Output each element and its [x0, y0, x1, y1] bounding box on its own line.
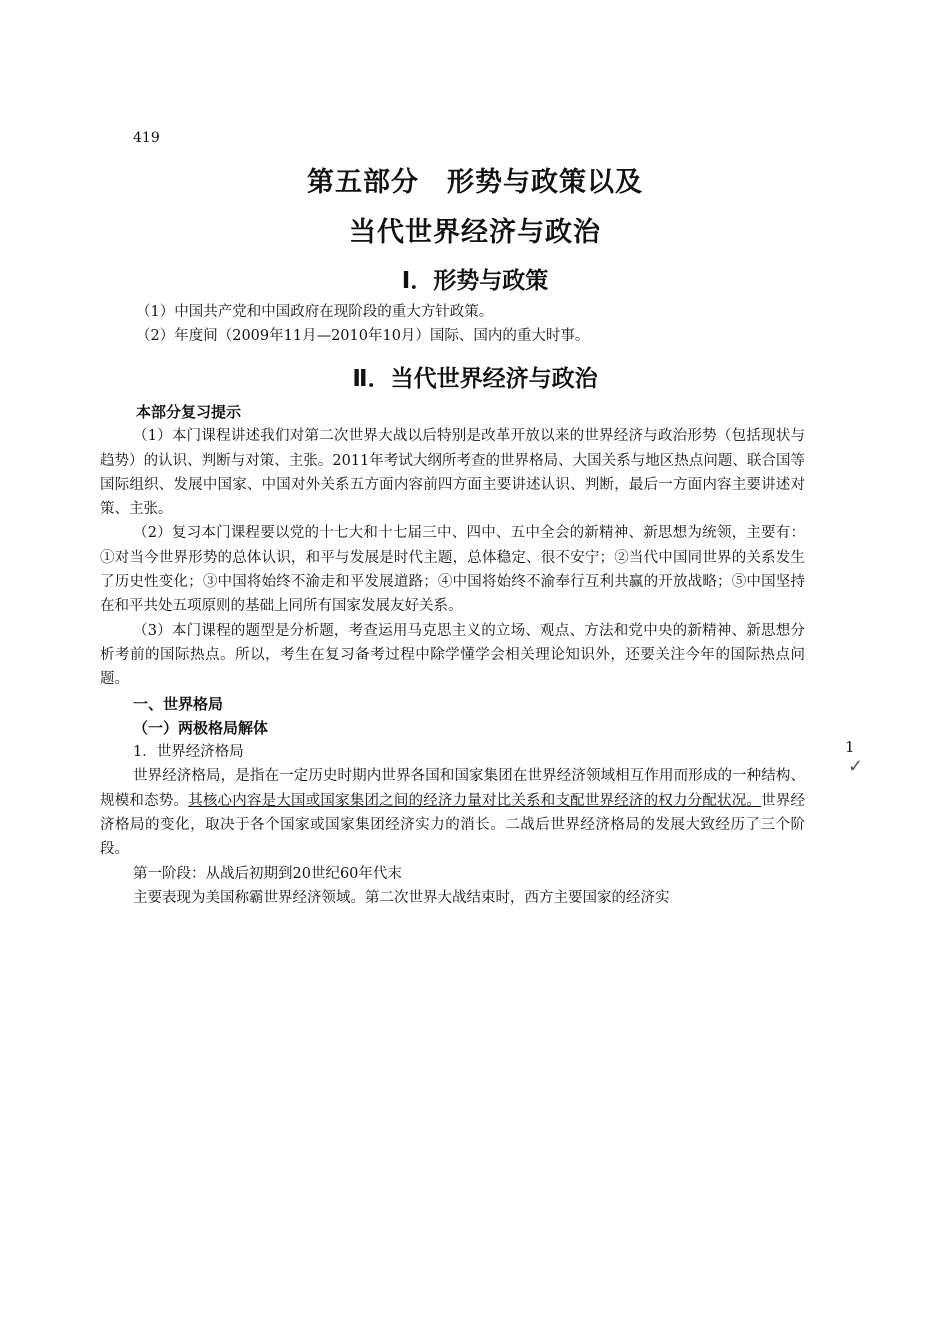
heading-world-economy-pattern: 1．世界经济格局	[133, 744, 244, 761]
section-title-world-economy: Ⅱ．当代世界经济与政治	[352, 366, 598, 392]
review-hint-paragraph-3: （3）本门课程的题型是分析题，考查运用马克思主义的立场、观点、方法和党中央的新精神、新思想分析考前的国际热点。所以，考生在复习备考过程中除学懂学会相关理论知识外，还要关注今年的国际热点问题。	[100, 622, 805, 688]
part-title-line1: 第五部分 形势与政策以及	[307, 167, 643, 198]
policy-item-2: （2）年度间（2009年11月—2010年10月）国际、国内的重大时事。	[136, 328, 590, 345]
review-hint-paragraph-2: （2）复习本门课程要以党的十七大和十七届三中、四中、五中全会的新精神、新思想为统领，主要有：①对当今世界形势的总体认识，和平与发展是时代主题，总体稳定、很不安宁；②当代中国同世界的关系发生了历史性变化；③中国将始终不渝走和平发展道路；④中国将始终不渝奉行互利共赢的开放战略；⑤中国坚持在和平共处五项原则的基础上同所有国家发展友好关系。	[100, 525, 805, 615]
heading-world-pattern: 一、世界格局	[133, 694, 224, 713]
part-title-line2: 当代世界经济与政治	[349, 217, 601, 248]
paragraph-economy-pattern-end: 世界经济格局的变化，取决于各个国家或国家集团经济实力的消长。二战后世界经济格局的发展大致经历了三个阶段。	[100, 792, 806, 858]
main-body	[100, 400, 805, 910]
page-number: 419	[133, 130, 160, 146]
section1-items	[100, 300, 805, 349]
underlined-core-content: 其核心内容是大国或国家集团之间的经济力量对比关系和支配世界经济的权力分配状况。	[188, 792, 762, 809]
margin-annotation-number: 1	[845, 738, 855, 756]
section-title-policy: Ⅰ．形势与政策	[401, 268, 549, 294]
stage-one-text: 主要表现为美国称霸世界经济领域。第二次世界大战结束时，西方主要国家的经济实	[133, 889, 670, 906]
review-hint-heading: 本部分复习提示	[136, 403, 242, 421]
stage-one-heading: 第一阶段：从战后初期到20世纪60年代末	[133, 865, 402, 882]
review-hint-paragraph-1: （1）本门课程讲述我们对第二次世界大战以后特别是改革开放以来的世界经济与政治形势（包括现状与趋势）的认识、判断与对策、主张。2011年考试大纲所考查的世界格局、大国关系与地区热点问题、联合国等国际组织、发展中国家、中国对外关系五方面内容前四方面主要讲述认识、判断，最后一方面内容主要讲述对策、主张。	[100, 428, 805, 518]
heading-bipolar-collapse: （一）两极格局解体	[133, 718, 269, 737]
paragraph-economy-pattern	[100, 764, 805, 861]
paragraph-economy-pattern-start: 世界经济格局，是指在一定历史时期内世界各国和国家集团在世界经济领域相互作用而形成的一种结构、规模和态势。	[100, 768, 805, 809]
policy-item-1: （1）中国共产党和中国政府在现阶段的重大方针政策。	[136, 304, 494, 320]
check-mark-icon: ✓	[848, 756, 864, 777]
